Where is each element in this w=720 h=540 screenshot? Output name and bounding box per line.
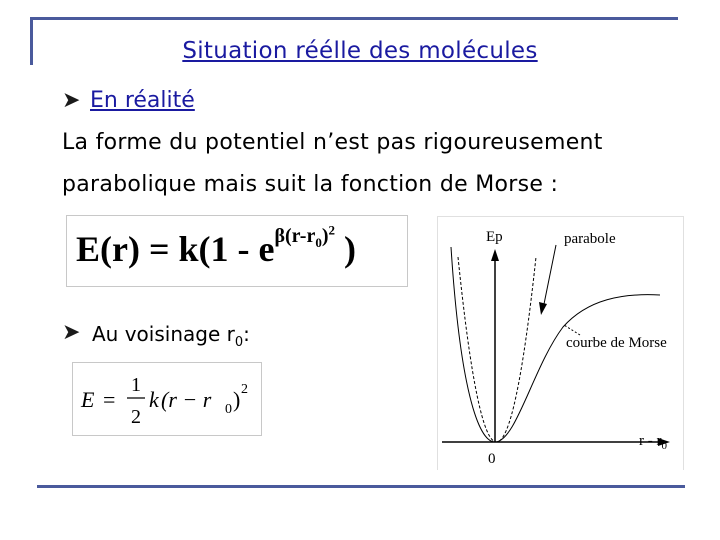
y-axis-label: Ep bbox=[486, 229, 503, 245]
eq2-lhs: E bbox=[81, 387, 95, 412]
text-line-1: La forme du potentiel n’est pas rigoureusement bbox=[62, 130, 603, 155]
eq2-frac-den: 2 bbox=[131, 406, 141, 428]
morse-pointer bbox=[564, 325, 580, 335]
morse-graph bbox=[437, 216, 684, 470]
bullet-voisinage: Au voisinage $r_0$: bbox=[92, 322, 250, 350]
slide-title: Situation réélle des molécules bbox=[182, 38, 538, 64]
arrow-bullet-icon: ➤ bbox=[62, 320, 81, 345]
parabole-pointer bbox=[543, 245, 556, 309]
harmonic-equation bbox=[73, 363, 261, 435]
parabole-pointer-head-icon bbox=[539, 302, 547, 315]
frame-bottom-rule bbox=[37, 485, 685, 488]
eq2-close: ) bbox=[233, 387, 241, 412]
y-axis-arrow-icon bbox=[491, 249, 499, 261]
eq2-equals: = bbox=[103, 387, 116, 412]
morse-label: courbe de Morse bbox=[566, 335, 667, 351]
origin-label: 0 bbox=[488, 451, 496, 467]
x-axis-label: r - $r_0$ bbox=[639, 433, 667, 452]
morse-equation: $E(r) = k(1 - e^{\beta(r-r_0)^2}$ ) bbox=[76, 222, 357, 269]
eq2-frac-num: 1 bbox=[131, 374, 141, 396]
eq2-k: k bbox=[149, 387, 159, 412]
frame-top-rule bbox=[30, 17, 678, 20]
eq2-power: 2 bbox=[241, 382, 248, 397]
arrow-bullet-icon: ➤ bbox=[62, 88, 81, 113]
parabola-curve bbox=[458, 257, 536, 442]
eq2-paren: (r − r bbox=[161, 387, 212, 412]
harmonic-equation-box bbox=[72, 362, 262, 436]
text-line-2: parabolique mais suit la fonction de Morse : bbox=[62, 172, 559, 197]
bullet-en-realite: En réalité bbox=[90, 88, 195, 113]
parabole-label: parabole bbox=[564, 231, 616, 247]
eq2-sub: 0 bbox=[225, 402, 232, 417]
